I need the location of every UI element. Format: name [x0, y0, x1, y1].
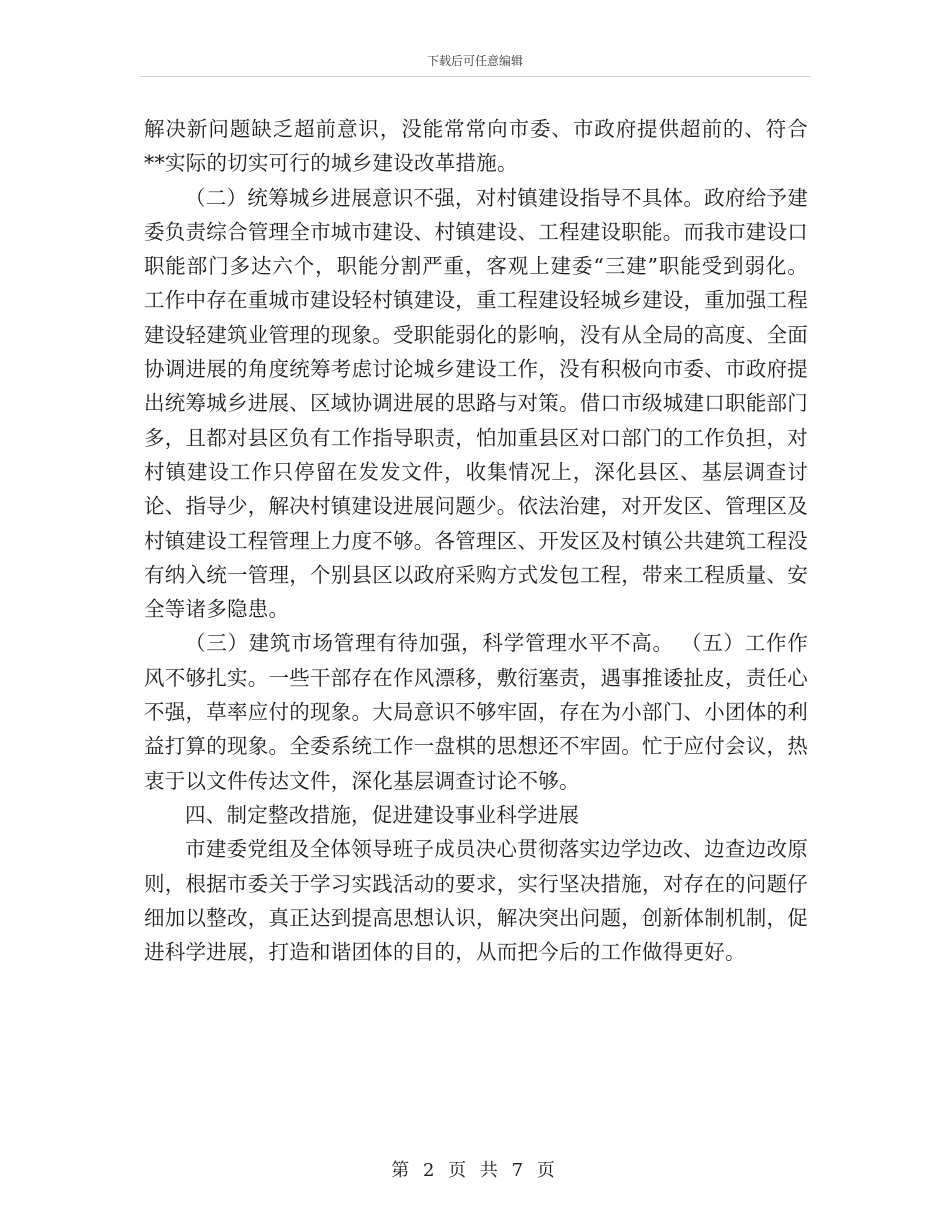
paragraph: 解决新问题缺乏超前意识，没能常常向市委、市政府提供超前的、符合**实际的切实可行的城乡建设改革措施。	[144, 117, 808, 176]
page-header: 下载后可任意编辑	[426, 54, 523, 68]
header-divider	[140, 76, 810, 77]
paragraph: （二）统筹城乡进展意识不强，对村镇建设指导不具体。政府给予建委负责综合管理全市城市建设、村镇建设、工程建设职能。而我市建设口职能部门多达六个，职能分割严重，客观上建委“三建”职能受到弱化。工作中存在重城市建设轻村镇建设，重工程建设轻城乡建设，重加强工程建设轻建筑业管理的现象。受职能弱化的影响，没有从全局的高度、全面协调进展的角度统筹考虑讨论城乡建设工作，没有积极向市委、市政府提出统筹城乡进展、区域协调进展的思路与对策。借口市级城建口职能部门多，且都对县区负有工作指导职责，怕加重县区对口部门的工作负担，对村镇建设工作只停留在发发文件，收集情况上，深化县区、基层调查讨论、指导少，解决村镇建设进展问题少。依法治建，对开发区、管理区及村镇建设工程管理上力度不够。各管理区、开发区及村镇公共建筑工程没有纳入统一管理，个别县区以政府采购方式发包工程，带来工程质量、安全等诸多隐患。	[144, 185, 808, 622]
paragraph: 市建委党组及全体领导班子成员决心贯彻落实边学边改、边查边改原则，根据市委关于学习实践活动的要求，实行坚决措施，对存在的问题仔细加以整改，真正达到提高思想认识，解决突出问题，创新体制机制，促进科学进展，打造和谐团体的目的，从而把今后的工作做得更好。	[144, 837, 808, 965]
page-number: 第 2 页 共 7 页	[391, 1160, 559, 1181]
section-heading: 四、制定整改措施，促进建设事业科学进展	[185, 802, 580, 827]
document-body	[144, 112, 808, 969]
paragraph: （三）建筑市场管理有待加强，科学管理水平不高。 （五）工作作风不够扎实。一些干部存在作风漂移，敷衍塞责，遇事推诿扯皮，责任心不强，草率应付的现象。大局意识不够牢固，存在为小部门、小团体的利益打算的现象。全委系统工作一盘棋的思想还不牢固。忙于应付会议，热衷于以文件传达文件，深化基层调查讨论不够。	[144, 631, 808, 793]
